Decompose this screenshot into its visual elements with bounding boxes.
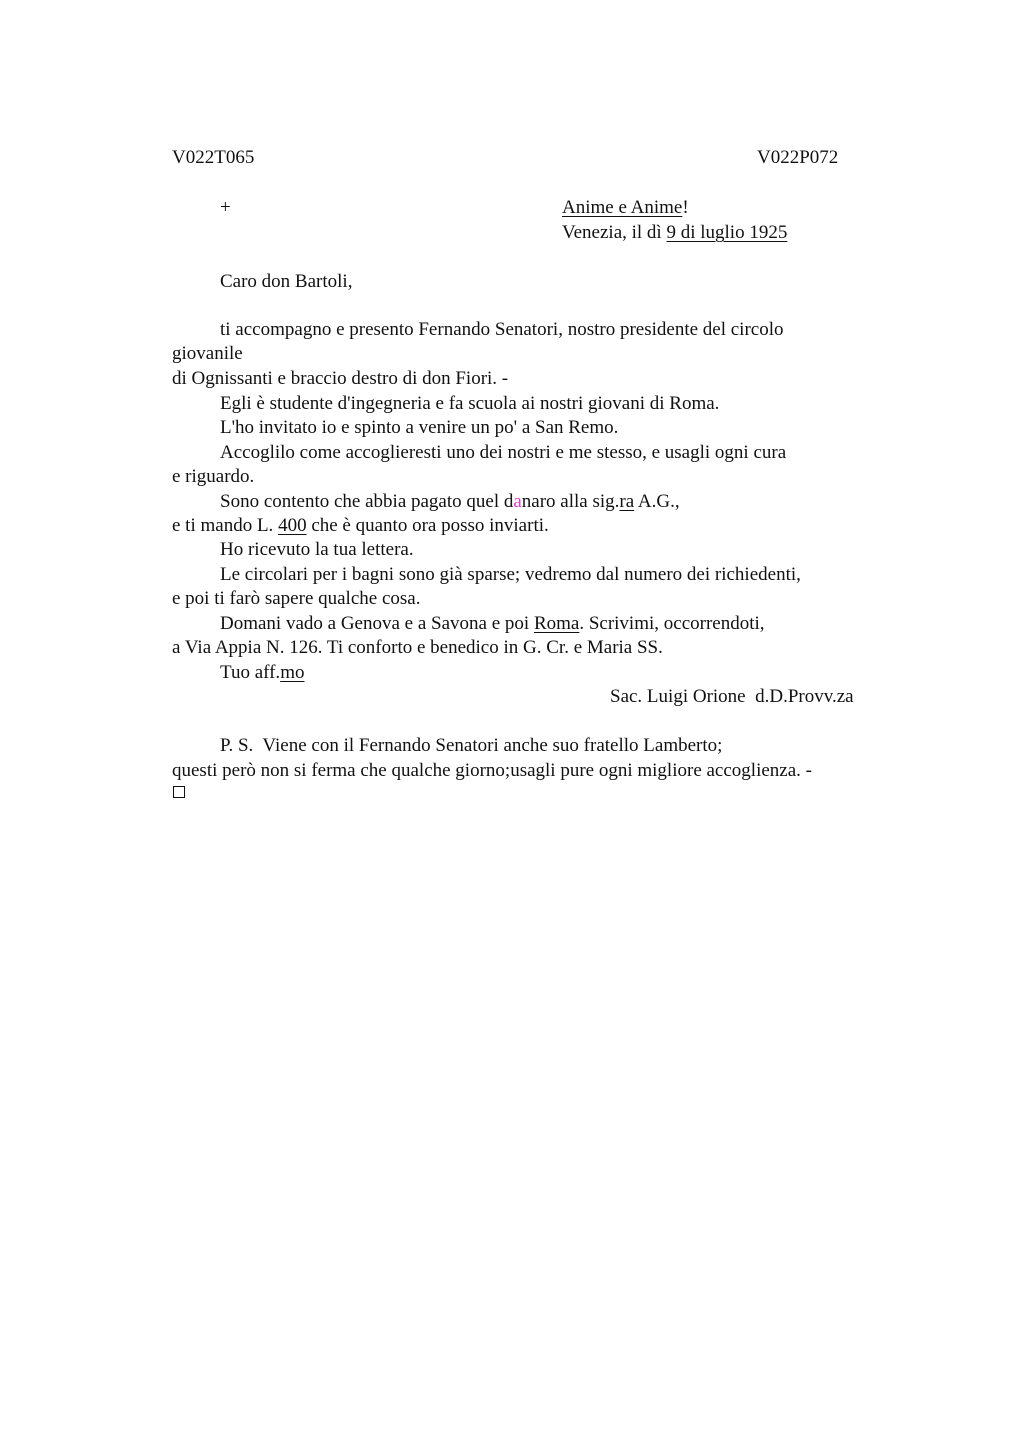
body-line: Egli è studente d'ingegneria e fa scuola ai nostri giovani di Roma. [220, 393, 720, 414]
place: Venezia, il dì [562, 222, 667, 243]
body-line: giovanile [172, 343, 243, 364]
body-line [220, 613, 765, 635]
document-code-left: V022T065 [172, 147, 255, 168]
place-name: Roma [533, 613, 580, 634]
body-line [220, 491, 680, 513]
cross-symbol: + [220, 197, 231, 218]
salutation: Caro don Bartoli, [220, 271, 353, 292]
body-line: di Ognissanti e braccio destro di don Fiori. - [172, 368, 509, 389]
closing [220, 662, 304, 684]
motto-text: Anime e Anime [562, 197, 683, 218]
amount: 400 [278, 515, 307, 536]
signature: Sac. Luigi Orione d.D.Provv.za [610, 686, 854, 707]
body-line: e riguardo. [172, 466, 255, 487]
text-segment: Domani vado a Genova e a Savona e poi [220, 613, 534, 634]
text-segment: e ti mando L. [172, 515, 279, 536]
body-line: Accoglilo come accoglieresti uno dei nostri e me stesso, e usagli ogni cura [220, 442, 787, 463]
body-line: a Via Appia N. 126. Ti conforto e benedico in G. Cr. e Maria SS. [172, 637, 663, 658]
body-line: L'ho invitato io e spinto a venire un po' a San Remo. [220, 417, 619, 438]
highlighted-letter: a [513, 491, 522, 512]
motto-exclamation: ! [682, 197, 689, 218]
body-line [172, 515, 549, 537]
abbreviation-superscript: ra [619, 491, 635, 512]
postscript-line: questi però non si ferma che qualche giorno;usagli pure ogni migliore accoglienza. - [172, 760, 812, 781]
text-segment: A.G., [634, 491, 680, 512]
body-line: e poi ti farò sapere qualche cosa. [172, 588, 421, 609]
text-segment: che è quanto ora posso inviarti. [306, 515, 549, 536]
body-line: Le circolari per i bagni sono già sparse; vedremo dal numero dei richiedenti, [220, 564, 801, 585]
closing-text: Tuo aff. [220, 662, 281, 683]
body-line: ti accompagno e presento Fernando Senatori, nostro presidente del circolo [220, 319, 784, 340]
motto [562, 197, 689, 219]
text-segment: Sono contento che abbia pagato quel d [220, 491, 514, 512]
text-segment: . Scrivimi, occorrendoti, [579, 613, 765, 634]
date: 9 di luglio 1925 [666, 222, 788, 243]
end-marker-box [173, 786, 185, 798]
abbreviation-superscript: mo [280, 662, 305, 683]
postscript-line: P. S. Viene con il Fernando Senatori anche suo fratello Lamberto; [220, 735, 723, 756]
place-date [562, 222, 787, 244]
body-line: Ho ricevuto la tua lettera. [220, 539, 414, 560]
document-code-right: V022P072 [757, 147, 839, 168]
text-segment: naro alla sig. [521, 491, 620, 512]
